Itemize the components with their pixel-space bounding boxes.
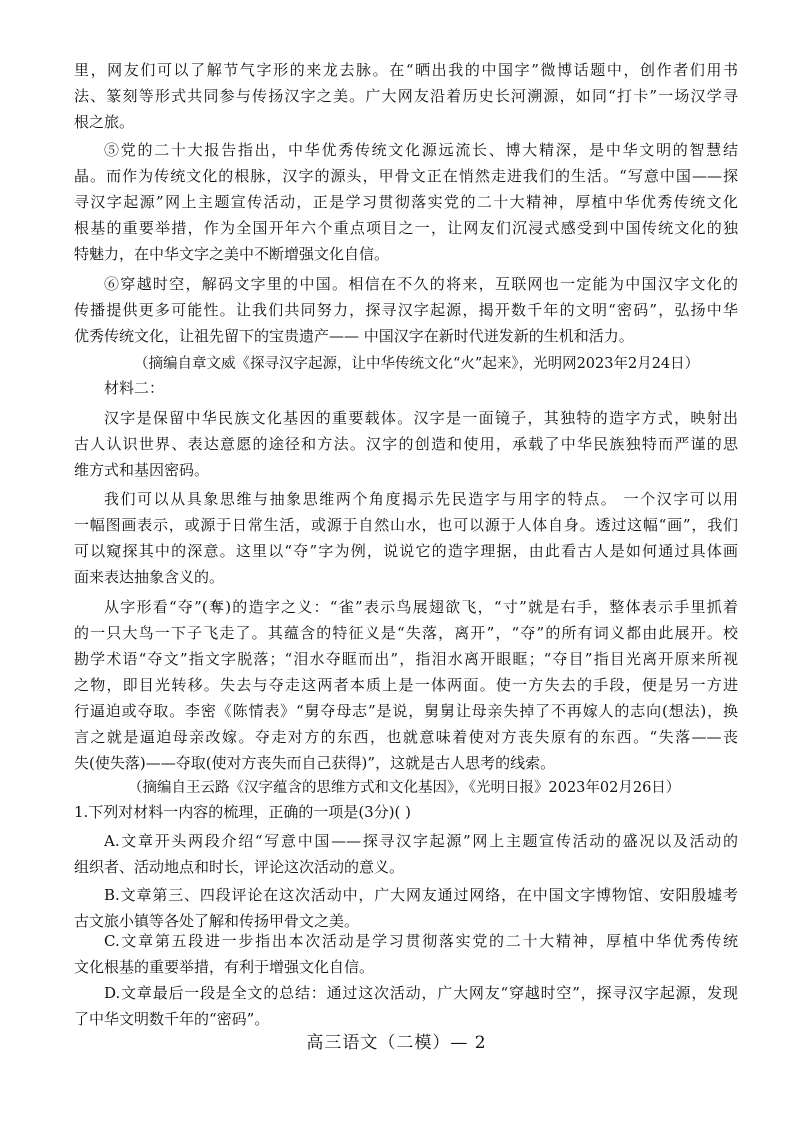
paragraph-intro [74, 57, 738, 135]
citation-text: （摘编自王云路《汉字蕴含的思维方式和文化基因》，《光明日报》2023年02月26日） [128, 780, 681, 796]
material-2-paragraph-2 [74, 486, 738, 590]
option-line: D.文章最后一段是全文的总结：通过这次活动，广大网友“穿越时空”，探寻汉字起源，发现 [104, 984, 738, 1002]
text-line: 特魅力，在中华文字之美中不断增强文化自信。 [74, 245, 390, 263]
source-citation-1 [134, 351, 754, 377]
text-line: 晶。而作为传统文化的根脉，汉字的源头，甲骨文正在悄然走进我们的生活。“写意中国——探 [74, 167, 738, 185]
text-line: ⑥穿越时空，解码文字里的中国。相信在不久的将来，互联网也一定能为中国汉字文化的 [104, 275, 738, 293]
source-citation-2 [128, 775, 758, 801]
option-a [74, 828, 738, 880]
text-line: 我们可以从具象思维与抽象思维两个角度揭示先民造字与用字的特点。 一个汉字可以用 [104, 490, 738, 508]
text-line: 可以窥探其中的深意。这里以“夺”字为例，说说它的造字理据，由此看古人是如何通过具体画 [74, 542, 738, 560]
text-line: 优秀传统文化，让祖先留下的宝贵遗产—— 中国汉字在新时代迸发新的生机和活力。 [74, 327, 634, 345]
text-line: 行逼迫或夺取。李密《陈情表》“舅夺母志”是说，舅舅让母亲失掉了不再嫁人的志向(想法)，换 [74, 702, 738, 720]
text-line: 从字形看“夺”(奪)的造字之义：“雀”表示鸟展翅欲飞，“寸”就是右手，整体表示手里抓着 [104, 598, 738, 616]
paragraph-5 [74, 137, 738, 267]
text-line: 根之旅。 [74, 113, 135, 131]
citation-text: （摘编自章文威《探寻汉字起源，让中华传统文化“火”起来》，光明网2023年2月24日） [134, 356, 700, 372]
text-line: 失(使失落)——夺取(使对方丧失而自己获得)”，这就是古人思考的线索。 [74, 754, 556, 772]
option-line: 组织者、活动地点和时长，评论这次活动的意义。 [74, 858, 405, 876]
option-line: 文化根基的重要举措，有利于增强文化自信。 [74, 958, 375, 976]
text-line: 传播提供更多可能性。让我们共同努力，探寻汉字起源，揭开数千年的文明“密码”，弘扬中华 [74, 301, 738, 319]
material-2-paragraph-1 [74, 405, 738, 483]
question-stem: 1.下列对材料一内容的梳理，正确的一项是(3分)( ) [74, 803, 412, 821]
text-line: 里，网友们可以了解节气字形的来龙去脉。在“晒出我的中国字”微博话题中，创作者们用书 [74, 61, 738, 79]
text-line: 之物，即目光转移。失去与夺走这两者本质上是一体两面。使一方失去的手段，便是另一方进 [74, 676, 738, 694]
material-label: 材料二： [104, 379, 165, 397]
material-2-paragraph-3 [74, 594, 738, 776]
text-line: 汉字是保留中华民族文化基因的重要载体。汉字是一面镜子，其独特的造字方式，映射出 [104, 409, 738, 427]
option-b [74, 882, 738, 934]
text-line: 一幅图画表示，或源于日常生活，或源于自然山水，也可以源于人体自身。透过这幅“画”，我们 [74, 516, 738, 534]
option-c [74, 928, 738, 980]
option-line: C.文章第五段进一步指出本次活动是学习贯彻落实党的二十大精神，厚植中华优秀传统 [104, 932, 738, 950]
material-2-heading [104, 375, 164, 401]
text-line: 法、篆刻等形式共同参与传扬汉字之美。广大网友沿着历史长河溯源，如同“打卡”一场汉学寻 [74, 87, 738, 105]
option-line: A.文章开头两段介绍“写意中国——探寻汉字起源”网上主题宣传活动的盛况以及活动的 [104, 832, 738, 850]
option-line: B.文章第三、四段评论在这次活动中，广大网友通过网络，在中国文字博物馆、安阳殷墟考 [104, 886, 738, 904]
text-line: 寻汉字起源”网上主题宣传活动，正是学习贯彻落实党的二十大精神，厚植中华优秀传统文化 [74, 193, 738, 211]
text-line: ⑤党的二十大报告指出，中华优秀传统文化源远流长、博大精深，是中华文明的智慧结 [104, 141, 738, 159]
option-line: 了中华文明数千年的“密码”。 [74, 1010, 270, 1028]
text-line: 勘学术语“夺文”指文字脱落；“泪水夺眶而出”，指泪水离开眼眶；“夺目”指目光离开原来所视 [74, 650, 738, 668]
text-line: 古人认识世界、表达意愿的途径和方法。汉字的创造和使用，承载了中华民族独特而严谨的思 [74, 435, 738, 453]
option-line: 古文旅小镇等各处了解和传扬甲骨文之美。 [74, 912, 360, 930]
text-line: 面来表达抽象含义的。 [74, 568, 225, 586]
question-1 [74, 799, 738, 825]
text-line: 维方式和基因密码。 [74, 461, 210, 479]
paragraph-6 [74, 271, 738, 349]
text-line: 言之就是逼迫母亲改嫁。夺走对方的东西，也就意味着使对方丧失原有的东西。“失落——丧 [74, 728, 738, 746]
option-d [74, 980, 738, 1032]
text-line: 的一只大鸟一下子飞走了。其蕴含的特征义是“失落，离开”，“夺”的所有词义都由此展开。校 [74, 624, 738, 642]
page-footer: 高三语文（二模）— 2 [306, 1033, 487, 1053]
text-line: 根基的重要举措，作为全国开年六个重点项目之一，让网友们沉浸式感受到中国传统文化的独 [74, 219, 738, 237]
